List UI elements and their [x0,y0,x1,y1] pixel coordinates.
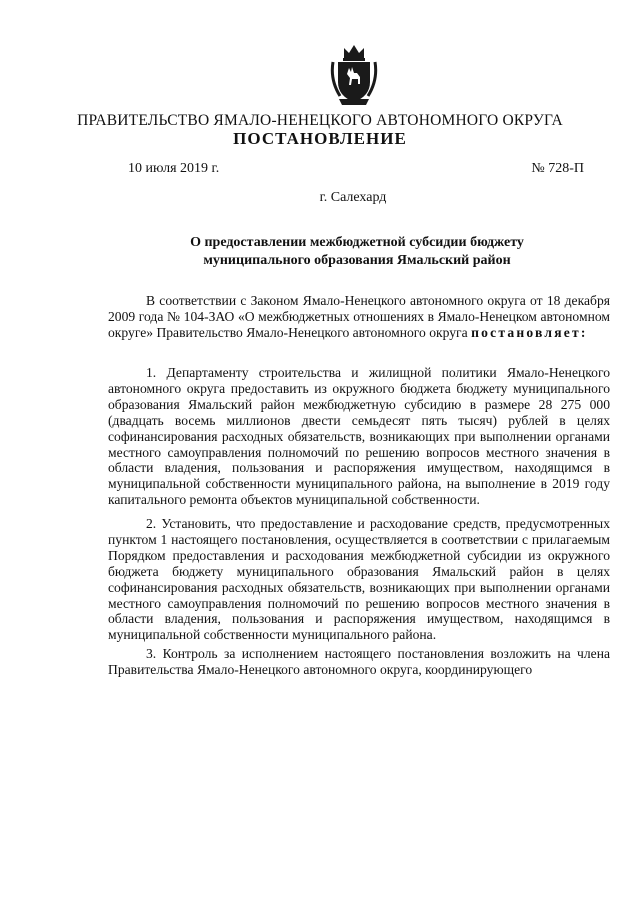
clause-paragraph: 2. Установить, что предоставление и расходование средств, предусмотренных пунктом 1 настоящего постановления, осуществляется в соответствии с прилагаемым Порядком предоставления и расходования межбюджетной субсидии из окружного бюджета бюджету муниципального образования Ямальский район в целях софинансирования расходных обязательств, возникающих при выполнении органами местного самоуправления полномочий по решению вопросов местного значения в области владения, пользования и распоряжения имуществом, находящимся в муниципальной собственности муниципального района. [108,516,610,643]
clause-paragraph: 3. Контроль за исполнением настоящего постановления возложить на члена Правительства Ямало-Ненецкого автономного округа, координирующего [108,646,610,677]
coat-of-arms-icon [330,44,378,108]
preamble-paragraph [108,293,610,341]
title-line: муниципального образования Ямальский район [203,253,511,268]
document-city: г. Салехард [319,190,387,205]
document-type: ПОСТАНОВЛЕНИЕ [233,129,407,148]
document-number: № 728-П [531,161,584,176]
document-date: 10 июля 2019 г. [128,161,220,176]
preamble-text: В соответствии с Законом Ямало-Ненецкого автономного округа от 18 декабря 2009 года № 104-ЗАО «О межбюджетных отношениях в Ямало-Ненецком автономном округе» Правительство Ямало-Ненецкого автономного округа [108,293,610,340]
title-line: О предоставлении межбюджетной субсидии бюджету [190,235,524,250]
clause-paragraph: 1. Департаменту строительства и жилищной политики Ямало-Ненецкого автономного округа предоставить из окружного бюджета бюджету муниципального образования Ямальский район межбюджетную субсидию в размере 28 275 000 (двадцать восемь миллионов двести семьдесят пять тысяч) рублей в целях софинансирования расходных обязательств, возникающих при выполнении органами местного самоуправления полномочий по решению вопросов местного значения в области владения, пользования и распоряжения имуществом, находящимся в муниципальной собственности муниципального района, на выполнение в 2019 году капитального ремонта объектов муниципальной собственности. [108,365,610,508]
document-title [120,234,594,270]
government-name: ПРАВИТЕЛЬСТВО ЯМАЛО-НЕНЕЦКОГО АВТОНОМНОГО ОКРУГА [77,112,563,129]
decree-word: постановляет: [471,324,588,340]
